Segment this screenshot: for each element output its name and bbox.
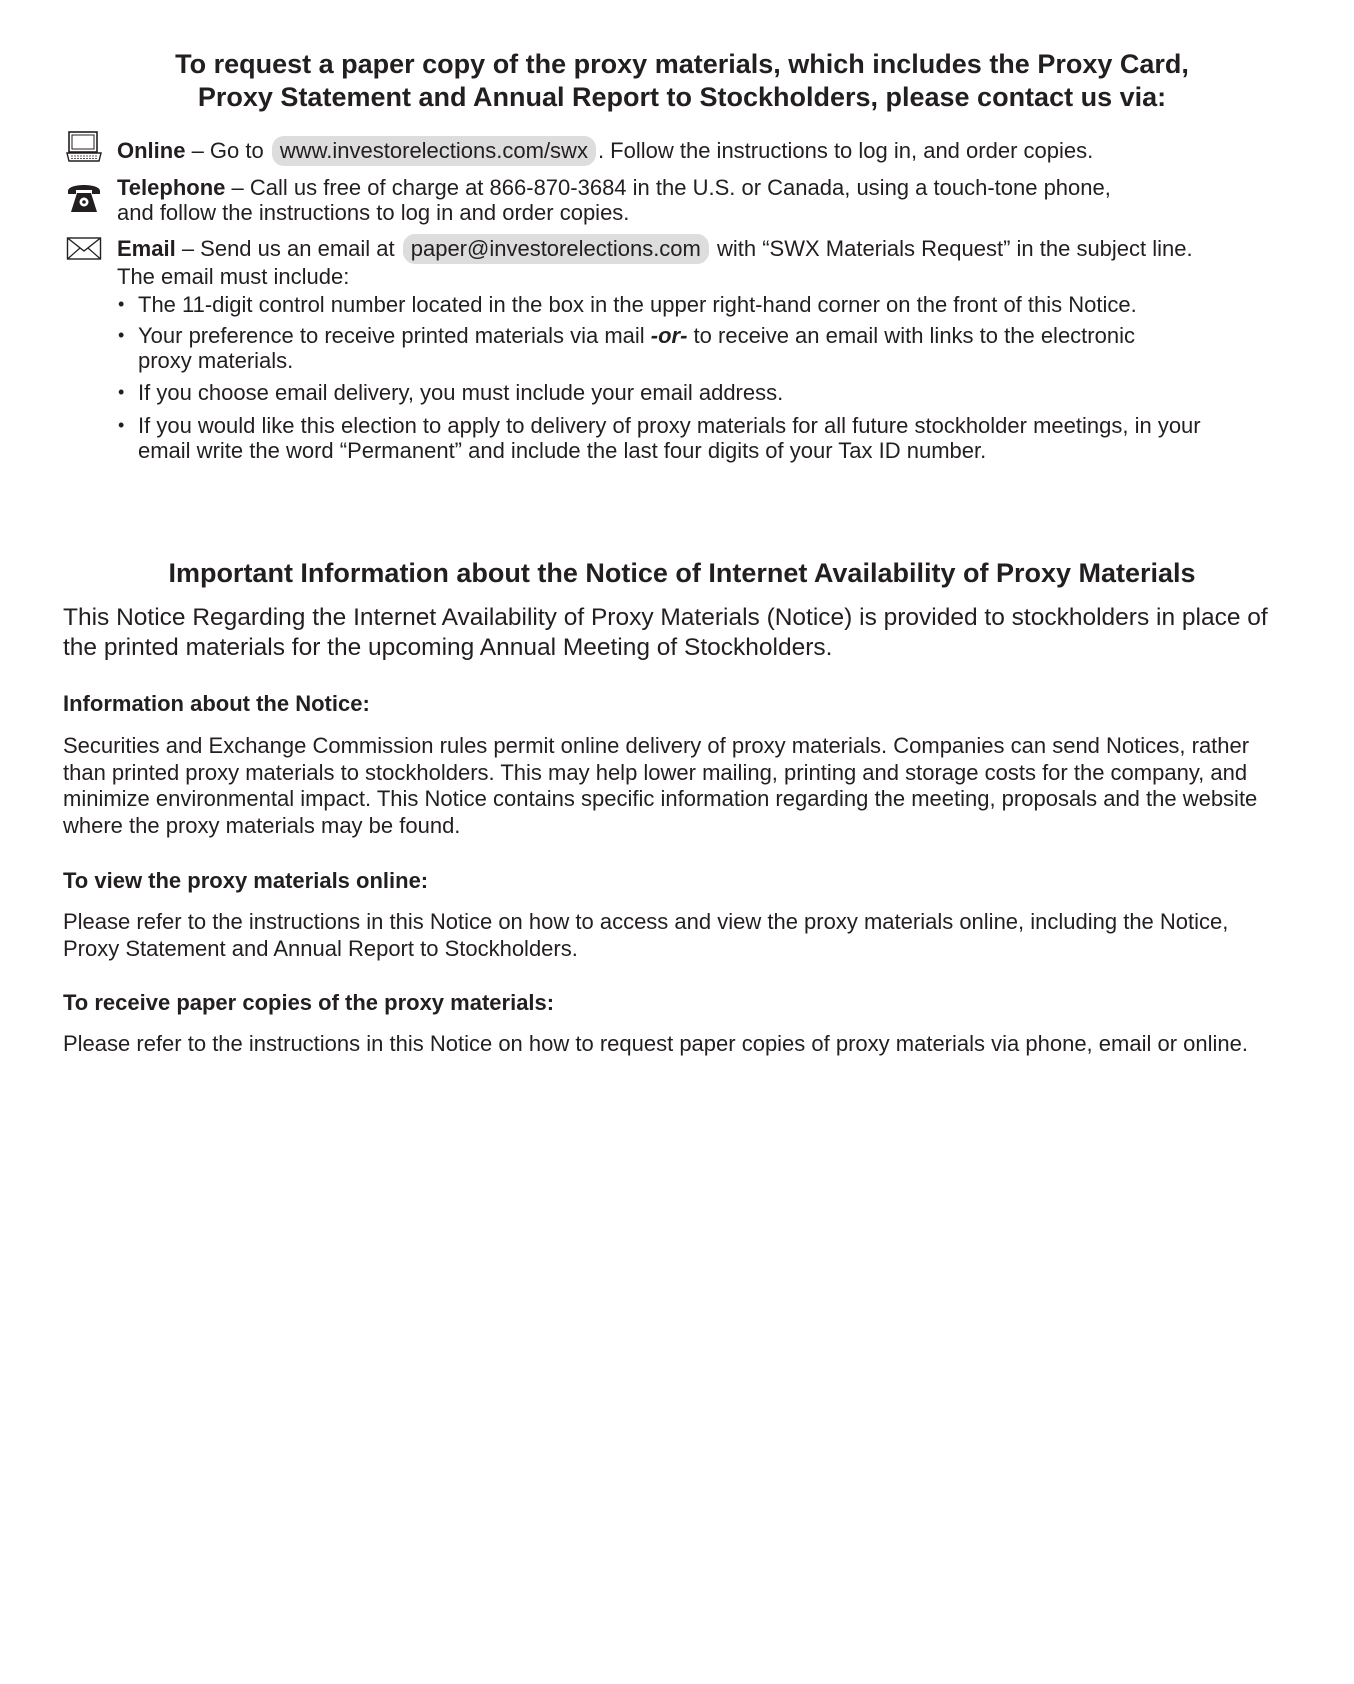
email-line2: The email must include: bbox=[117, 264, 350, 289]
email-before: – Send us an email at bbox=[175, 236, 401, 261]
online-label: Online bbox=[117, 138, 186, 163]
list-item: • If you choose email delivery, you must include your email address. bbox=[118, 380, 784, 405]
notice-info-paragraph: Securities and Exchange Commission rules permit online delivery of proxy materials. Companies can send Notices, rather than printed proxy materials to stockholders. This may help lower mailing, printing and storage costs for the company, and minimize environmental impact. This Notice contains specific information regarding the meeting, proposals and the website where the proxy materials may be found. bbox=[63, 733, 1258, 838]
request-heading bbox=[60, 48, 1304, 114]
important-info-heading: Important Information about the Notice of Internet Availability of Proxy Materials bbox=[168, 558, 1196, 588]
email-after: with “SWX Materials Request” in the subject line. bbox=[710, 236, 1193, 261]
or-emphasis: -or- bbox=[650, 323, 688, 348]
telephone-icon bbox=[66, 179, 102, 215]
online-url-link[interactable]: www.investorelections.com/swx bbox=[272, 136, 596, 166]
list-item: • The 11-digit control number located in the box in the upper right-hand corner on the front of this Notice. bbox=[118, 292, 1137, 317]
contact-email bbox=[66, 232, 1316, 288]
online-text bbox=[117, 136, 1317, 166]
paper-copies-paragraph: Please refer to the instructions in this Notice on how to request paper copies of proxy materials via phone, email or online. bbox=[63, 1031, 1248, 1056]
online-instructions: . Follow the instructions to log in, and order copies. bbox=[597, 138, 1094, 163]
notice-info-heading: Information about the Notice: bbox=[63, 691, 370, 716]
telephone-label: Telephone bbox=[117, 175, 226, 200]
contact-telephone bbox=[66, 175, 1316, 231]
bullet-text: If you choose email delivery, you must include your email address. bbox=[138, 380, 784, 405]
email-address-link[interactable]: paper@investorelections.com bbox=[403, 234, 709, 264]
envelope-icon bbox=[66, 234, 102, 262]
paper-copies-heading: To receive paper copies of the proxy materials: bbox=[63, 990, 555, 1015]
intro-paragraph: This Notice Regarding the Internet Availability of Proxy Materials (Notice) is provided to stockholders in place of the printed materials for the upcoming Annual Meeting of Stockholders. bbox=[63, 604, 1268, 661]
view-online-paragraph: Please refer to the instructions in this Notice on how to access and view the proxy materials online, including the Notice, Proxy Statement and Annual Report to Stockholders. bbox=[63, 909, 1229, 961]
email-text bbox=[117, 234, 1317, 289]
telephone-line2: and follow the instructions to log in and order copies. bbox=[117, 200, 630, 225]
telephone-text bbox=[117, 175, 1317, 225]
list-item: • If you would like this election to apply to delivery of proxy materials for all future stockholder meetings, in your email write the word “Permanent” and include the last four digits of your Tax ID number. bbox=[118, 413, 1201, 463]
bullet-text: The 11-digit control number located in the box in the upper right-hand corner on the front of this Notice. bbox=[138, 292, 1137, 317]
contact-online bbox=[66, 130, 1316, 166]
email-label: Email bbox=[117, 236, 176, 261]
computer-icon bbox=[66, 130, 102, 166]
telephone-line1: – Call us free of charge at 866-870-3684 in the U.S. or Canada, using a touch-tone phone, bbox=[225, 175, 1111, 200]
view-online-heading: To view the proxy materials online: bbox=[63, 868, 429, 893]
list-item: • Your preference to receive printed materials via mail -or- to receive an email with links to the electronic proxy materials. bbox=[118, 323, 1135, 373]
request-heading-line1: To request a paper copy of the proxy materials, which includes the Proxy Card, bbox=[175, 49, 1189, 79]
request-heading-line2: Proxy Statement and Annual Report to Stockholders, please contact us via: bbox=[197, 82, 1167, 112]
online-dash: – Go to bbox=[185, 138, 270, 163]
